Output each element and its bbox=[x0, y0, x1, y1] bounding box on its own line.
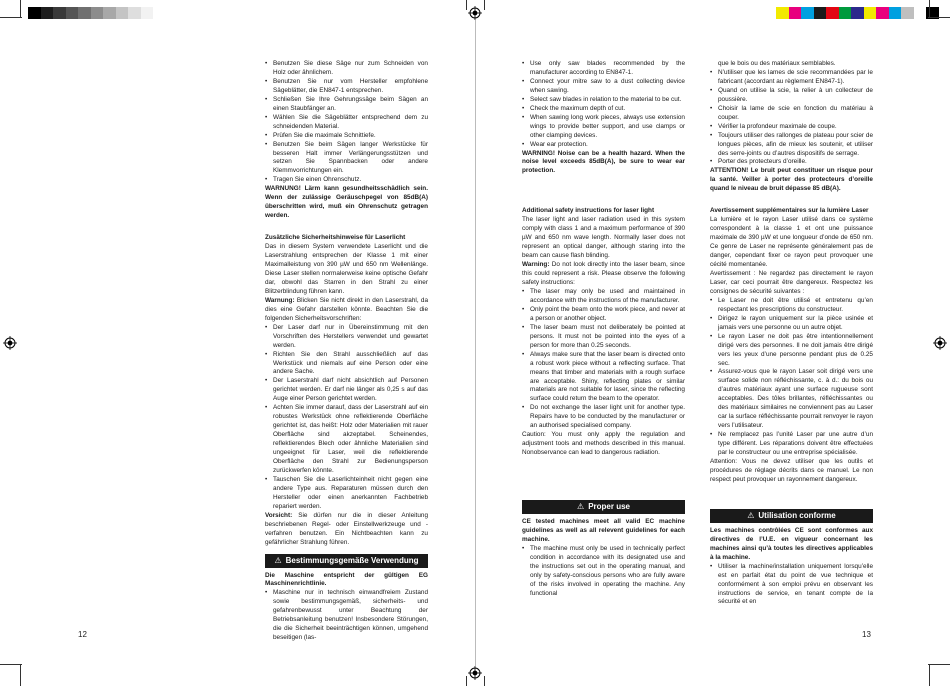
registration-mark-icon bbox=[468, 666, 482, 680]
list-item: • Wear ear protection. bbox=[522, 141, 685, 150]
list-item: • Connect your mitre saw to a dust collecting device when sawing. bbox=[522, 78, 685, 96]
bullet-list-use bbox=[522, 545, 685, 599]
list-item: • Achten Sie immer darauf, dass der Laserstrahl auf ein robustes Werkstück ohne reflektierende Oberfläche gerichtet ist, das heißt: Holz oder Materialien mit rauer Oberfläche sind akzeptabel. Scheinendes, reflektierendes Blech oder ähnliche Materialien sind ungeeignet für Laser, weil die reflektierende Oberfläche den Strahl zur Bedienungsperson zurückwerfen könnte. bbox=[265, 404, 428, 476]
laser-warning-text: Avertissement : Ne regardez pas directement le rayon Laser, car ceci pourrait être dangereux. Respectez les consignes de sécurité suivantes : bbox=[710, 269, 873, 295]
list-item: • The laser may only be used and maintained in accordance with the instructions of the manufacturer. bbox=[522, 288, 685, 306]
page-number-left: 12 bbox=[78, 630, 87, 639]
color-calibration-strip bbox=[776, 7, 939, 19]
laser-intro-text: La lumière et le rayon Laser utilisé dans ce système correspondent à la classe 1 et ont une puissance maximale de 390 µW et une longueur d’onde de 650 nm. Ce genre de Laser ne représente généralement pas de danger, cependant fixer ce rayon peut provoquer une cécité momentanée. bbox=[710, 216, 873, 269]
color-swatch bbox=[801, 7, 814, 19]
list-item: • Assurez-vous que le rayon Laser soit dirigé vers une surface solide non réfléchissante, c. à d.: du bois ou d’autres matériaux ayant une surface rugueuse sont acceptables. Des tôles brillantes, réfléchissantes ou des matériaux similaires ne conviennent pas au Laser car la surface réfléchissante pourrait renvoyer le rayon vers l’utilisateur. bbox=[710, 368, 873, 431]
crop-mark bbox=[928, 17, 950, 18]
gray-swatch bbox=[103, 7, 116, 19]
gray-swatch bbox=[28, 7, 41, 19]
bullet-list-safety bbox=[265, 60, 428, 185]
section-banner bbox=[522, 500, 685, 514]
bullet-list-laser bbox=[522, 288, 685, 431]
list-item: • When sawing long work pieces, always use extension wings to provide better support, and use clamps or other clamping devices. bbox=[522, 114, 685, 141]
fold-mark bbox=[484, 676, 485, 686]
list-item: • The machine must only be used in technically perfect condition in accordance with its designated use and the instructions set out in the operating manual, and only by safety-conscious persons who are fully aware of the risks involved in operating the machine. Any functional bbox=[522, 545, 685, 599]
banner-title: Proper use bbox=[588, 502, 630, 512]
laser-caution-text: Attention: Vous ne devez utiliser que les outils et procédures de réglage décrits dans ce manuel. Le non respect peut provoquer un rayonnement dangereux. bbox=[710, 457, 873, 483]
color-swatch bbox=[814, 7, 827, 19]
laser-intro-text: Das in diesem System verwendete Laserlicht und die Laserstrahlung entsprechen der Klasse 1 mit einer Maximalleistung von 390 µW und 650 nm Wellenlänge. Diese Laser stellen normalerweise keine optische Gefahr dar, obwohl das Starren in den Strahl zu einer Blitzerblindung führen kann. bbox=[265, 243, 428, 295]
noise-warning: ATTENTION! Le bruit peut constituer un risque pour la santé. Veiller à porter des protecteurs d’oreille quand le niveau de bruit dépasse 85 dB(A). bbox=[710, 167, 873, 193]
list-item: • Le Laser ne doit être utilisé et entretenu qu’en respectant les prescriptions du constructeur. bbox=[710, 297, 873, 315]
english-column bbox=[522, 60, 685, 599]
list-item: • Prüfen Sie die maximale Schnittiefe. bbox=[265, 132, 428, 141]
gray-swatch bbox=[66, 7, 79, 19]
banner-title: Bestimmungsgemäße Verwendung bbox=[285, 555, 419, 565]
list-item: • Tragen Sie einen Ohrenschutz. bbox=[265, 176, 428, 185]
bullet-list-use bbox=[265, 589, 428, 643]
crop-mark bbox=[0, 17, 22, 18]
list-item: • Der Laser darf nur in Übereinstimmung mit den Vorschriften des Herstellers verwendet und gewartet werden. bbox=[265, 324, 428, 351]
laser-warning-body: Blicken Sie nicht direkt in den Laserstrahl, da dies eine Gefahr darstellen könnte. Beachten Sie die folgenden Sicherheitsvorschriften: bbox=[265, 296, 428, 322]
bullet-list-laser bbox=[265, 324, 428, 512]
list-item: • Check the maximum depth of cut. bbox=[522, 105, 685, 114]
laser-section-heading: Avertissement supplémentaires sur la lumière Laser bbox=[710, 207, 869, 215]
laser-caution-text: Vorsicht: Sie dürfen nur die in dieser Anleitung beschriebenen Regel- oder Einstellwerkzeuge und -verfahren benutzen. Ein Nichtbeachten kann zu gefährlicher Strahlung führen. bbox=[265, 511, 428, 546]
color-swatch bbox=[826, 7, 839, 19]
fold-mark bbox=[466, 0, 467, 10]
gray-swatch bbox=[128, 7, 141, 19]
color-swatch bbox=[789, 7, 802, 19]
laser-section-heading: Zusätzliche Sicherheitshinweise für Laserlicht bbox=[265, 234, 406, 242]
gray-swatch bbox=[41, 7, 54, 19]
color-swatch bbox=[889, 7, 902, 19]
laser-warning-text: Warning: Do not look directly into the laser beam, since this could represent a risk. Please observe the following safety instructions: bbox=[522, 261, 685, 287]
list-item: • Benutzen Sie nur vom Hersteller empfohlene Sägeblätter, die EN847-1 entsprechen. bbox=[265, 78, 428, 96]
fold-mark bbox=[466, 676, 467, 686]
bullet-list-use bbox=[710, 563, 873, 608]
laser-intro-text: The laser light and laser radiation used in this system comply with class 1 and a maximum performance of 390 µW and 650 nm wave length. Normally laser does not represent an optical danger, although staring into the beam can cause flash blinding. bbox=[522, 216, 685, 260]
list-item: • Ne remplacez pas l’unité Laser par une autre d’un type différent. Les réparations doivent être effectuées par le constructeur ou une entreprise spécialisée. bbox=[710, 431, 873, 458]
list-item: • Benutzen Sie beim Sägen langer Werkstücke für besseren Halt immer Verlängerungsstützen und setzen Sie Spannbacken oder andere Klemmvorrichtungen ein. bbox=[265, 141, 428, 177]
section-banner bbox=[265, 554, 428, 568]
noise-warning: WARNUNG! Lärm kann gesundheitsschädlich sein. Wenn der zulässige Geräuschpegel von 85dB(A) überschritten wird, muß ein Ohrenschutz getragen werden. bbox=[265, 185, 428, 220]
list-item: • The laser beam must not deliberately be pointed at persons. It must not be pointed into the eyes of a person for more than 0.25 seconds. bbox=[522, 324, 685, 351]
gray-swatch bbox=[53, 7, 66, 19]
laser-caution-body: Sie dürfen nur die in dieser Anleitung beschriebenen Regel- oder Einstellwerkzeuge und -verfahren benutzen. Ein Nichtbeachten kann zu gefährlicher Strahlung führen. bbox=[265, 511, 428, 546]
use-intro-text: CE tested machines meet all valid EC machine guidelines as well as all relevent guidelines for each machine. bbox=[522, 518, 685, 543]
gray-swatch bbox=[78, 7, 91, 19]
banner-title: Utilisation conforme bbox=[758, 510, 836, 520]
list-item: • Tauschen Sie die Laserlichteinheit nicht gegen eine andere Type aus. Reparaturen müssen durch den Hersteller oder einen anerkannten Fachbetrieb repariert werden. bbox=[265, 476, 428, 512]
laser-warning-text: Warnung: Blicken Sie nicht direkt in den Laserstrahl, da dies eine Gefahr darstellen könnte. Beachten Sie die folgenden Sicherheitsvorschriften: bbox=[265, 296, 428, 322]
crop-mark bbox=[20, 664, 21, 686]
list-item: • Le rayon Laser ne doit pas être intentionnellement dirigé vers des personnes. Il ne doit jamais être dirigé vers les yeux d’une personne pendant plus de 0.25 sec. bbox=[710, 333, 873, 369]
continued-text: que le bois ou des matériaux semblables. bbox=[718, 60, 836, 67]
list-item: • Der Laserstrahl darf nicht absichtlich auf Personen gerichtet werden. Er darf nie länger als 0,25 s auf das Auge einer Person gerichtet werden. bbox=[265, 377, 428, 404]
list-item: • Select saw blades in relation to the material to be cut. bbox=[522, 96, 685, 105]
warning-triangle-icon: ⚠ bbox=[577, 502, 585, 512]
list-item: • Vérifier la profondeur maximale de coupe. bbox=[710, 123, 873, 132]
color-swatch bbox=[901, 7, 914, 19]
list-item: • Only point the beam onto the work piece, and never at a person or another object. bbox=[522, 306, 685, 324]
list-item: • N’utiliser que les lames de scie recommandées par le fabricant (accordant au règlement EN847-1). bbox=[710, 69, 873, 87]
color-swatch bbox=[914, 7, 927, 19]
color-swatch bbox=[876, 7, 889, 19]
grayscale-calibration-strip bbox=[28, 7, 153, 19]
list-item: • Schließen Sie Ihre Gehrungssäge beim Sägen an einen Staubfänger an. bbox=[265, 96, 428, 114]
crop-mark bbox=[929, 664, 930, 686]
section-banner bbox=[710, 509, 873, 523]
registration-mark-icon bbox=[933, 336, 947, 350]
french-column bbox=[710, 60, 873, 607]
list-item: • Porter des protecteurs d’oreille. bbox=[710, 158, 873, 167]
warning-triangle-icon: ⚠ bbox=[274, 555, 282, 565]
color-swatch bbox=[776, 7, 789, 19]
warning-triangle-icon: ⚠ bbox=[747, 510, 755, 520]
list-item: • Do not exchange the laser light unit for another type. Repairs have to be conducted by the manufacturer or an authorised specialised company. bbox=[522, 404, 685, 431]
use-intro-text: Les machines contrôlées CE sont conformes aux directives de l’U.E. en vigueur concernant les machines ainsi qu’à toutes les directives applicables à la machine. bbox=[710, 526, 873, 561]
list-item: • Benutzen Sie diese Säge nur zum Schneiden von Holz oder ähnlichem. bbox=[265, 60, 428, 78]
bullet-list-laser bbox=[710, 297, 873, 458]
fold-mark bbox=[484, 0, 485, 10]
list-item: • Use only saw blades recommended by the manufacturer according to EN847-1. bbox=[522, 60, 685, 78]
crop-mark bbox=[928, 664, 950, 665]
gray-swatch bbox=[141, 7, 154, 19]
laser-section-heading: Additional safety instructions for laser light bbox=[522, 207, 655, 215]
bullet-list-safety bbox=[522, 60, 685, 150]
laser-warning-body: Do not look directly into the laser beam, since this could represent a risk. Please observe the following safety instructions: bbox=[522, 261, 685, 287]
list-item: • Richten Sie den Strahl ausschließlich auf das Werkstück und niemals auf eine Person oder eine andere Sache. bbox=[265, 351, 428, 378]
gray-swatch bbox=[116, 7, 129, 19]
use-intro-text: Die Maschine entspricht der gültigen EG Maschinenrichtlinie. bbox=[265, 571, 428, 588]
gray-swatch bbox=[91, 7, 104, 19]
list-item: • Utiliser la machine/installation uniquement lorsqu’elle est en parfait état du point de vue technique et conformément à son emploi prévu en observant les instructions de service, en tenant compte de la sécurité et en bbox=[710, 563, 873, 608]
center-fold-line bbox=[475, 20, 476, 666]
crop-mark bbox=[929, 0, 930, 18]
laser-caution-text bbox=[522, 431, 685, 458]
noise-warning: WARNING! Noise can be a health hazard. When the noise level exceeds 85dB(A), be sure to wear ear protection. bbox=[522, 149, 685, 175]
color-swatch bbox=[839, 7, 852, 19]
list-item: • Always make sure that the laser beam is directed onto a robust work piece without a reflecting surface. That means that timber and materials with a rough surface are acceptable. Shiny, reflecting plates or similar materials are not suitable for laser, since the reflecting surface could return the beam to the operator. bbox=[522, 351, 685, 405]
laser-caution-body: Caution: You must only apply the regulation and adjustment tools and methods described in this manual. Nonobservance can lead to dangerous radiation. bbox=[522, 431, 685, 457]
bullet-list-safety bbox=[710, 69, 873, 167]
list-item: • Quand on utilise la scie, la relier à un collecteur de poussière. bbox=[710, 87, 873, 105]
list-item: • Maschine nur in technisch einwandfreiem Zustand sowie bestimmungsgemäß, sicherheits- und gefahrenbewusst unter Beachtung der Betriebsanleitung benutzen! Insbesondere Störungen, die die Sicherheit beeinträchtigen können, umgehend beseitigen (las- bbox=[265, 589, 428, 643]
list-item: • Choisir la lame de scie en fonction du matériau à couper. bbox=[710, 105, 873, 123]
list-item: • Dirigez le rayon uniquement sur la pièce usinée et jamais vers une personne ou un autre objet. bbox=[710, 315, 873, 333]
german-column bbox=[265, 60, 428, 643]
registration-mark-icon bbox=[3, 336, 17, 350]
page-number-right: 13 bbox=[862, 630, 871, 639]
list-item: • Wählen Sie die Sägeblätter entsprechend dem zu schneidenden Material. bbox=[265, 114, 428, 132]
color-swatch bbox=[864, 7, 877, 19]
registration-mark-icon bbox=[468, 6, 482, 20]
crop-mark bbox=[20, 0, 21, 18]
list-item: • Toujours utiliser des rallonges de plateau pour scier de longues pièces, afin de mieux les soutenir, et utiliser des serre-joints ou d’autres dispositifs de serrage. bbox=[710, 132, 873, 159]
crop-mark bbox=[0, 664, 22, 665]
color-swatch bbox=[851, 7, 864, 19]
